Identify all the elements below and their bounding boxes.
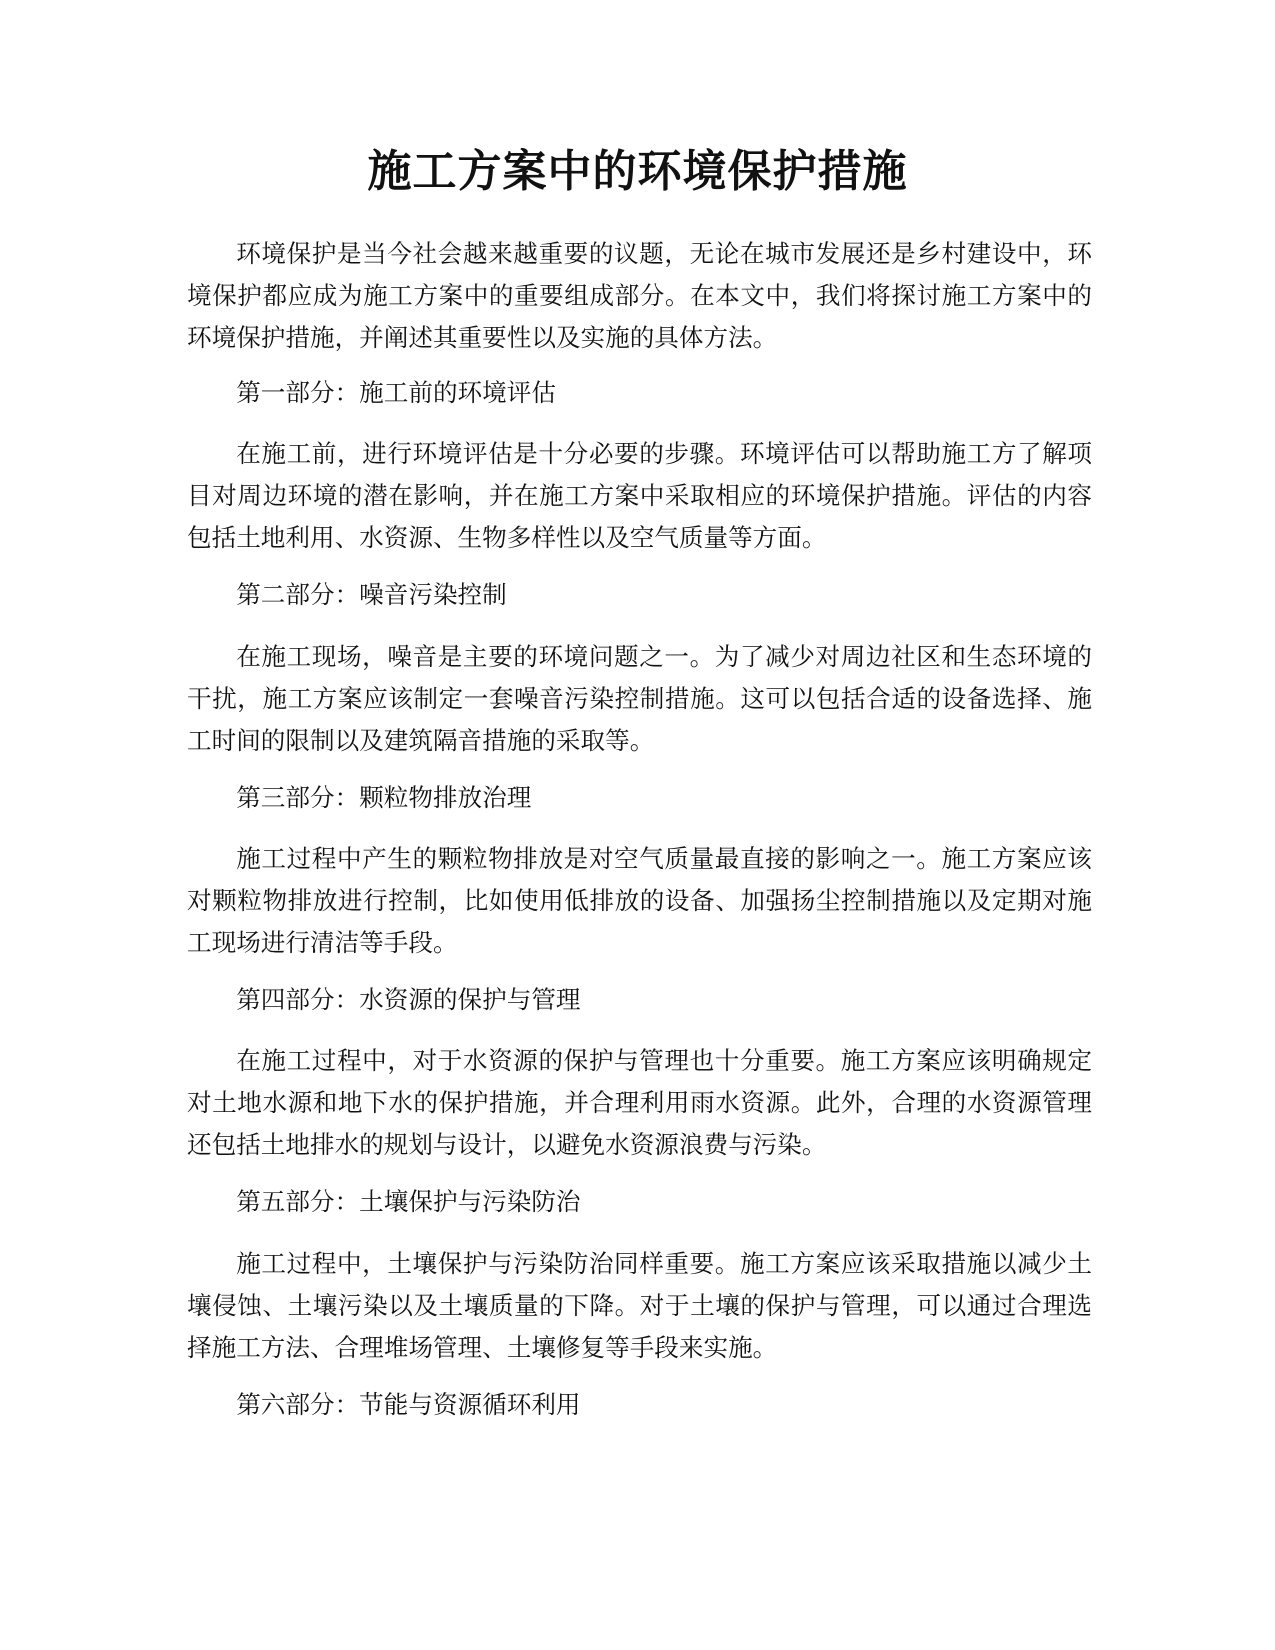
- section-heading-2: 第二部分：噪音污染控制: [236, 580, 507, 609]
- section-body-4: 在施工过程中，对于水资源的保护与管理也十分重要。施工方案应该明确规定对土地水源和地下水的保护措施，并合理利用雨水资源。此外，合理的水资源管理还包括土地排水的规划与设计，以避免水资源浪费与污染。: [187, 1046, 1092, 1159]
- section-heading-1: 第一部分：施工前的环境评估: [236, 378, 556, 407]
- section-body-5: 施工过程中，土壤保护与污染防治同样重要。施工方案应该采取措施以减少土壤侵蚀、土壤污染以及土壤质量的下降。对于土壤的保护与管理，可以通过合理选择施工方法、合理堆场管理、土壤修复等手段来实施。: [187, 1249, 1092, 1362]
- section-body-3: 施工过程中产生的颗粒物排放是对空气质量最直接的影响之一。施工方案应该对颗粒物排放进行控制，比如使用低排放的设备、加强扬尘控制措施以及定期对施工现场进行清洁等手段。: [187, 844, 1092, 957]
- section-heading-6: 第六部分：节能与资源循环利用: [236, 1390, 581, 1419]
- section-heading-4: 第四部分：水资源的保护与管理: [236, 985, 581, 1014]
- section-body-1: 在施工前，进行环境评估是十分必要的步骤。环境评估可以帮助施工方了解项目对周边环境的潜在影响，并在施工方案中采取相应的环境保护措施。评估的内容包括土地利用、水资源、生物多样性以及空气质量等方面。: [187, 439, 1092, 552]
- intro-paragraph: 环境保护是当今社会越来越重要的议题，无论在城市发展还是乡村建设中，环境保护都应成为施工方案中的重要组成部分。在本文中，我们将探讨施工方案中的环境保护措施，并阐述其重要性以及实施的具体方法。: [187, 239, 1092, 352]
- document-title: 施工方案中的环境保护措施: [367, 146, 908, 197]
- section-body-2: 在施工现场，噪音是主要的环境问题之一。为了减少对周边社区和生态环境的干扰，施工方案应该制定一套噪音污染控制措施。这可以包括合适的设备选择、施工时间的限制以及建筑隔音措施的采取等。: [187, 642, 1092, 755]
- section-heading-5: 第五部分：土壤保护与污染防治: [236, 1187, 581, 1216]
- section-heading-3: 第三部分：颗粒物排放治理: [236, 783, 532, 812]
